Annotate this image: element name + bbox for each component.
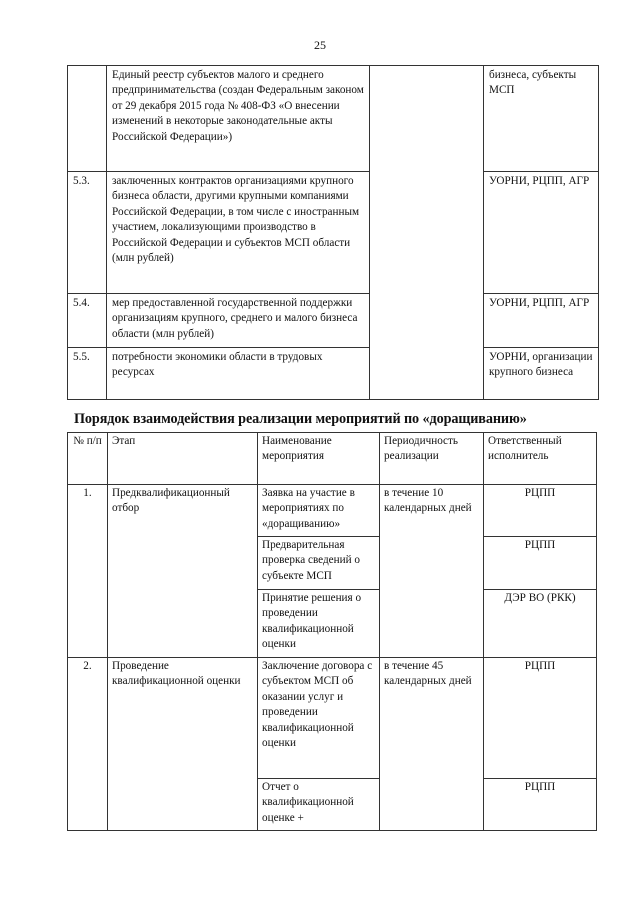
event-responsible: РЦПП (484, 658, 597, 779)
row-number: 5.3. (68, 172, 107, 294)
row-number (68, 66, 107, 172)
row-text: мер предоставленной государственной поддержки организациям крупного, среднего и малого бизнеса области (млн рублей) (107, 294, 370, 348)
stage-period: в течение 45 календарных дней (380, 658, 484, 831)
table-row (68, 66, 599, 172)
stage-number: 1. (68, 485, 108, 658)
row-responsible: бизнеса, субъекты МСП (484, 66, 599, 172)
event-responsible: РЦПП (484, 485, 597, 537)
row-responsible: УОРНИ, РЦПП, АГР (484, 294, 599, 348)
indicators-table (67, 65, 599, 400)
procedure-table (67, 432, 597, 831)
table-row (68, 294, 599, 348)
header-responsible: Ответственный исполнитель (484, 433, 597, 485)
row-text: Единый реестр субъектов малого и среднего предпринимательства (создан Федеральным законом от 29 декабря 2015 года № 408-ФЗ «О внесении изменений в некоторые законодательные акты Российской Федерации») (107, 66, 370, 172)
row-number: 5.4. (68, 294, 107, 348)
row-number: 5.5. (68, 348, 107, 400)
header-num: № п/п (68, 433, 108, 485)
event-name: Принятие решения о проведении квалификационной оценки (258, 590, 380, 658)
header-stage: Этап (108, 433, 258, 485)
event-name: Предварительная проверка сведений о субъекте МСП (258, 537, 380, 590)
section-title: Порядок взаимодействия реализации мероприятий по «доращиванию» (74, 411, 527, 427)
stage-period: в течение 10 календарных дней (380, 485, 484, 658)
page-number: 25 (314, 38, 326, 52)
header-event: Наименование мероприятия (258, 433, 380, 485)
table-header-row (68, 433, 597, 485)
header-period: Периодичность реализации (380, 433, 484, 485)
stage-name: Предквалификационный отбор (108, 485, 258, 658)
event-name: Отчет о квалификационной оценке + (258, 779, 380, 831)
stage-name: Проведение квалификационной оценки (108, 658, 258, 831)
stage-number: 2. (68, 658, 108, 831)
table-row (68, 348, 599, 400)
event-name: Заявка на участие в мероприятиях по «доращиванию» (258, 485, 380, 537)
event-responsible: РЦПП (484, 779, 597, 831)
row-text: заключенных контрактов организациями крупного бизнеса области, другими крупными компаниями Российской Федерации, в том числе с иностранным участием, локализующими производство в Российской Федерации и субъектов МСП области (млн рублей) (107, 172, 370, 294)
row-responsible: УОРНИ, организации крупного бизнеса (484, 348, 599, 400)
row-responsible: УОРНИ, РЦПП, АГР (484, 172, 599, 294)
event-name: Заключение договора с субъектом МСП об оказании услуг и проведении квалификационной оценки (258, 658, 380, 779)
empty-column-cell (370, 66, 484, 400)
table-row (68, 485, 597, 537)
table-row (68, 658, 597, 779)
row-text: потребности экономики области в трудовых ресурсах (107, 348, 370, 400)
event-responsible: ДЭР ВО (РКК) (484, 590, 597, 658)
event-responsible: РЦПП (484, 537, 597, 590)
table-row (68, 172, 599, 294)
